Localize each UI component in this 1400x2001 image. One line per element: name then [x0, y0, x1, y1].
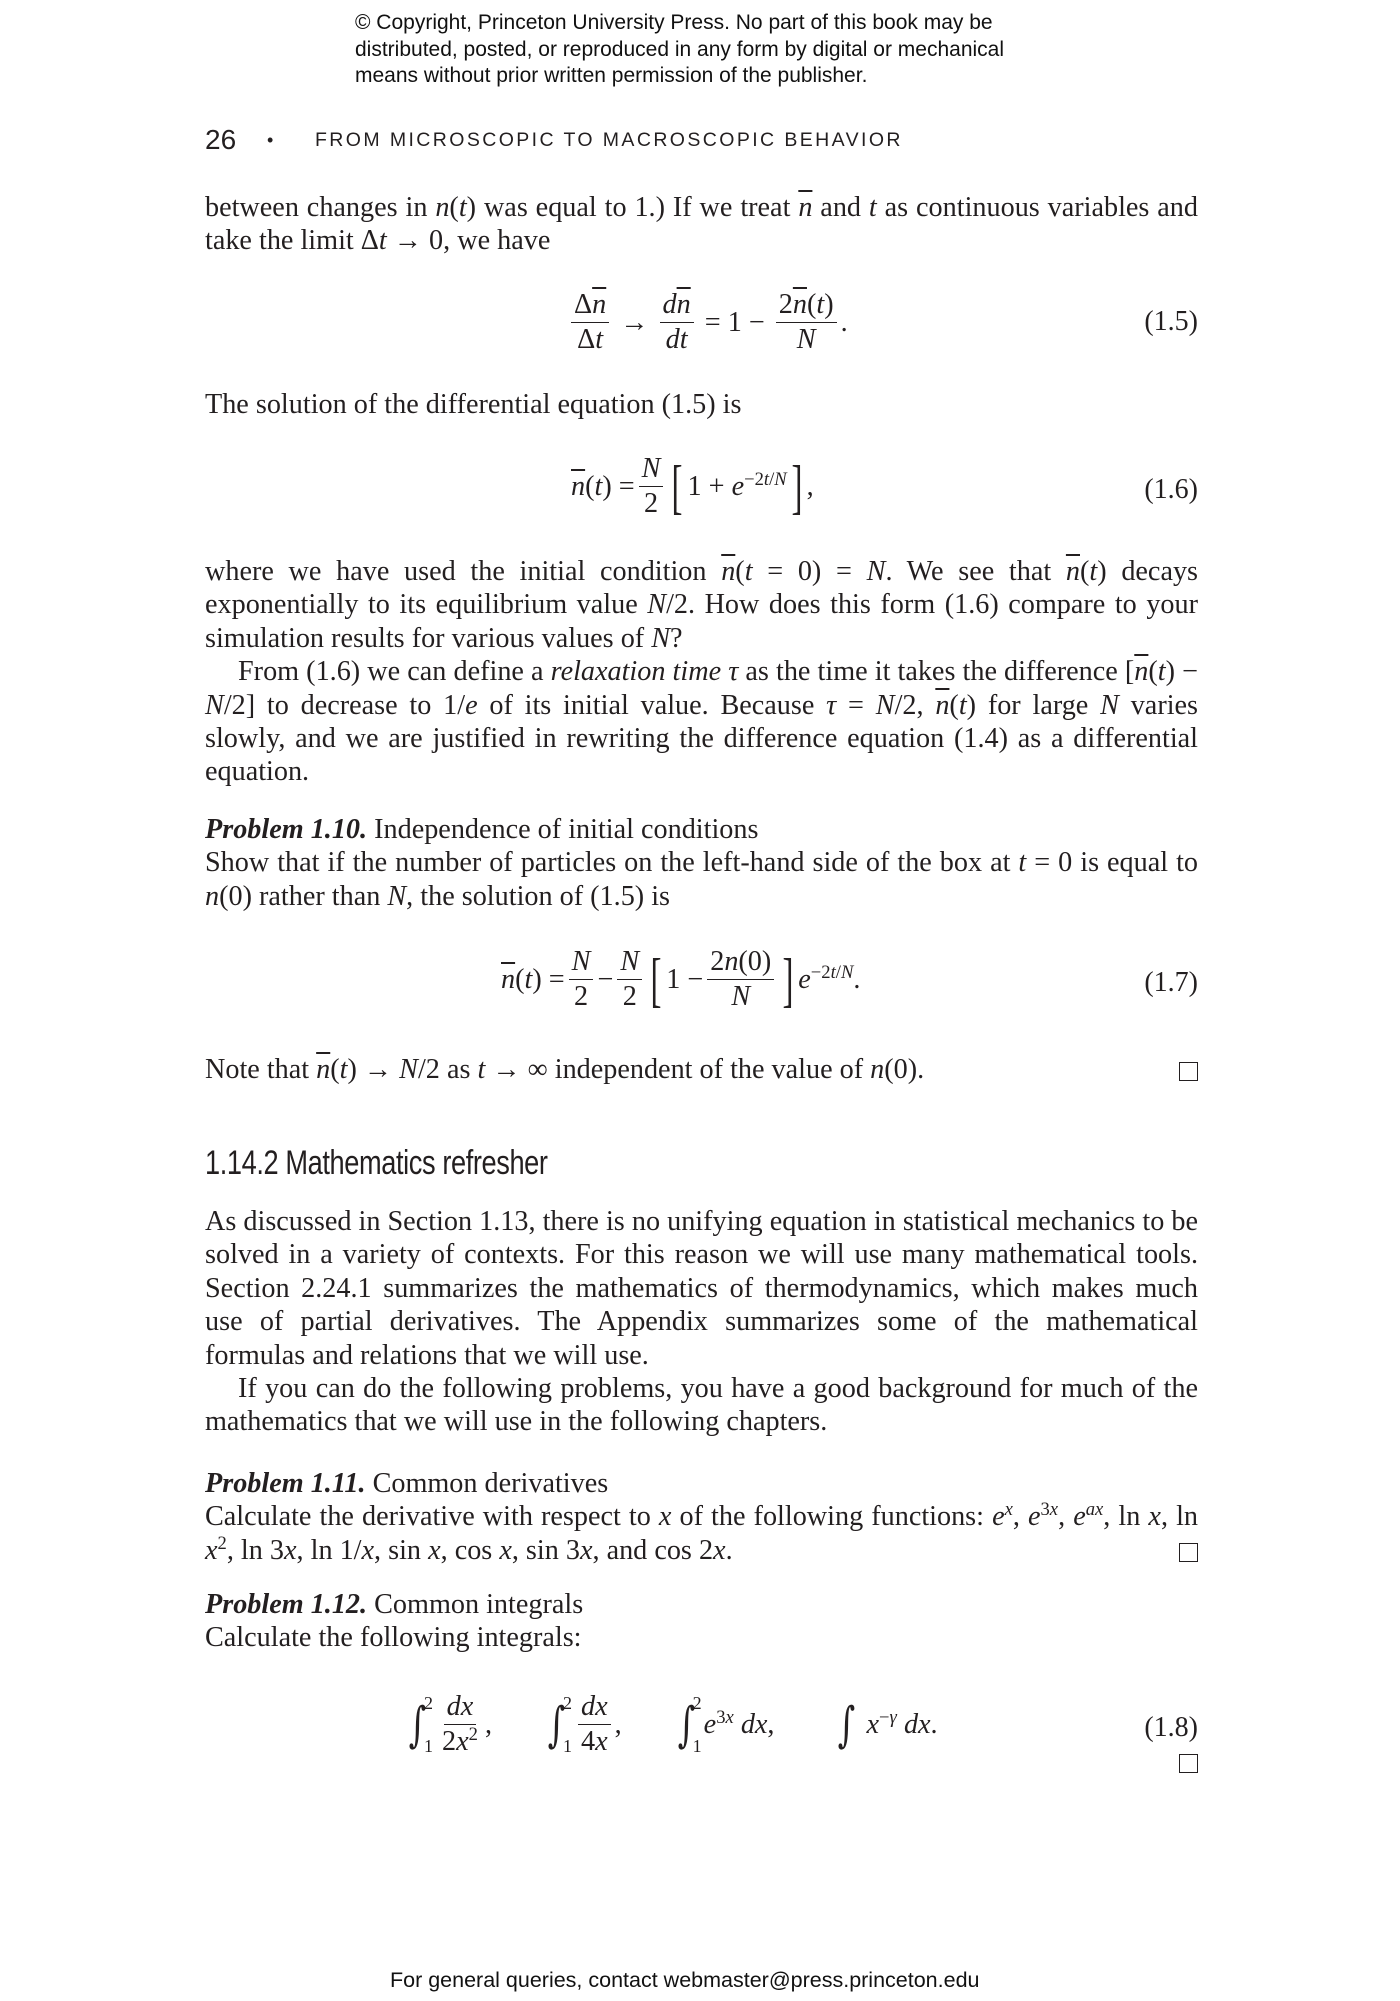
copyright-notice — [355, 10, 1095, 90]
equation-number: (1.7) — [1144, 967, 1198, 998]
problem-title: Common derivatives — [372, 1468, 609, 1499]
equation-1-5: $\frac{\Delta\overline{n}}{\Delta t}$ → $\frac{d\overline{n}}{dt}$ = 1 − $\frac{2\overline{n}(t)}{N}$ . (1.5) — [205, 288, 1198, 362]
problem-label: Problem 1.11. — [205, 1468, 366, 1499]
equation-1-8: ∫ 2 1 $\frac{dx}{2x^2}$ , ∫ 2 1 $\frac{dx}{4x}$ , ∫ 2 1 $e^{3x}$ dx, ∫ $x^{-\gamma}$ dx. (1.8) — [205, 1690, 1198, 1780]
paragraph-intro: between changes in n(t) was equal to 1.) If we treat $\overline{n}$ and t as continuous variables and take the limit Δt → 0, we have — [205, 192, 1198, 257]
equation-number: (1.5) — [1144, 306, 1198, 337]
footer-contact: For general queries, contact webmaster@press.princeton.edu — [390, 1968, 980, 1992]
qed-box — [1179, 1754, 1198, 1773]
section-number: 1.14.2 — [205, 1144, 279, 1182]
equation-1-6: $\overline{n}(t)$ = $\frac{N}{2}$ [ $1 + e^{-2t/N}$ ] , (1.6) — [571, 453, 1198, 520]
problem-body: Calculate the following integrals: — [205, 1622, 582, 1654]
copyright-line-3: means without prior written permission of the publisher. — [355, 64, 868, 87]
page-number: 26 — [205, 124, 237, 155]
problem-label: Problem 1.12. — [205, 1589, 368, 1620]
problem-title: Common integrals — [374, 1589, 584, 1620]
paragraph-note: Note that $\overline{n}(t) \to N/2$ as t → ∞ independent of the value of n(0). — [205, 1053, 1198, 1086]
paragraph-solution: The solution of the differential equation (1.5) is — [205, 389, 742, 420]
problem-1-11: Problem 1.11. Common derivatives Calculate the derivative with respect to x of the following functions: $e^x$, $e^{3x}$, $e^{ax}$, ln x, $\ln x^2$, ln 3x, ln 1/x, sin x, cos x, sin 3x, and cos 2x. — [205, 1468, 1198, 1566]
qed-box — [1179, 1062, 1198, 1081]
paragraph-relaxation: where we have used the initial condition $\overline{n}(t = 0) = N$. We see that $\overline{n}(t)$ decays exponentially to its equilibrium value N/2. How does this form (1.6) compare to your simulation results for various values of N? From (1.6) we can define a relaxation time τ as the time it takes the difference $[\overline{n}(t) - N/2]$ to decrease to 1/e of its initial value. Because τ = N/2, $\overline{n}(t)$ for large N varies slowly, and we are justified in rewriting the difference equation (1.4) as a differential equation. — [205, 556, 1199, 788]
section-title: Mathematics refresher — [285, 1144, 548, 1182]
equation-1-7: $\overline{n}(t)$ = $\frac{N}{2}$ − $\frac{N}{2}$ [ 1 − $\frac{2n(0)}{N}$ ] $e^{-2t/N}$. (1.7) — [501, 946, 1198, 1013]
problem-title: Independence of initial conditions — [374, 814, 759, 845]
equation-number: (1.8) — [1144, 1712, 1198, 1743]
copyright-line-2: distributed, posted, or reproduced in any form by digital or mechanical — [355, 37, 1005, 61]
paragraph-math-refresher: As discussed in Section 1.13, there is no unifying equation in statistical mechanics to be solved in a variety of contexts. For this reason we will use many mathematical tools. Section 2.24.1 summarizes the mathematics of thermodynamics, which makes much use of partial derivatives. The Appendix summarizes some of the mathematical formulas and relations that we will use. If you can do the following problems, you have a good background for much of the mathematics that we will use in the following chapters. — [205, 1206, 1198, 1438]
problem-label: Problem 1.10. — [205, 814, 368, 845]
bullet-separator: • — [267, 129, 274, 150]
equation-number: (1.6) — [1144, 474, 1198, 505]
chapter-title: FROM MICROSCOPIC TO MACROSCOPIC BEHAVIOR — [315, 128, 903, 151]
section-heading — [205, 1144, 548, 1183]
running-head — [205, 120, 1205, 160]
problem-1-10: Problem 1.10. Independence of initial conditions Show that if the number of particles on the left-hand side of the box at t = 0 is equal to n(0) rather than N, the solution of (1.5) is — [205, 814, 1198, 912]
qed-box — [1179, 1543, 1198, 1562]
copyright-line-1: © Copyright, Princeton University Press. No part of this book may be — [355, 11, 993, 34]
problem-1-12 — [205, 1588, 1198, 1655]
